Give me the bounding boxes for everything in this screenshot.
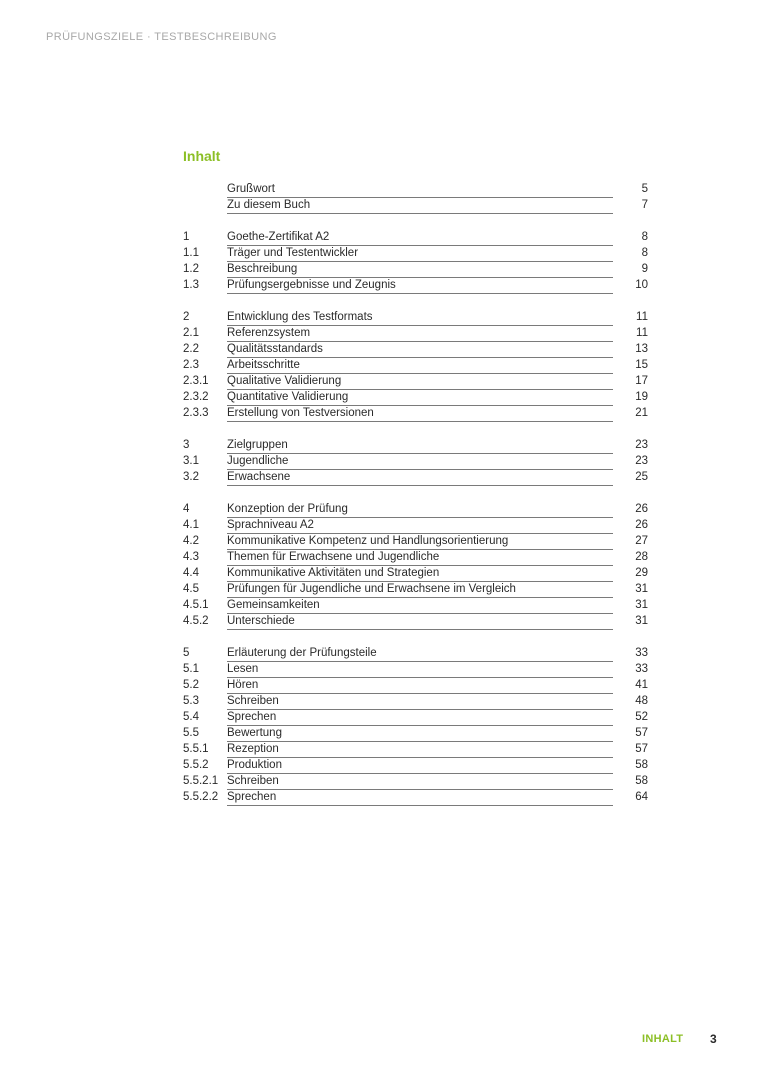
toc-entry-page: 8: [641, 247, 648, 259]
toc-entry-title: Beschreibung: [227, 262, 613, 278]
toc-entry-title: Arbeitsschritte: [227, 358, 613, 374]
toc-entry-title: Qualitätsstandards: [227, 342, 613, 358]
toc-entry[interactable]: [183, 774, 650, 790]
toc-entry[interactable]: [183, 358, 650, 374]
toc-entry-title: Träger und Testentwickler: [227, 246, 613, 262]
toc-entry[interactable]: [183, 614, 650, 630]
toc-entry-number: 2.3.2: [183, 391, 209, 403]
toc-entry-page: 57: [635, 727, 648, 739]
toc-entry-title: Unterschiede: [227, 614, 613, 630]
toc-entry-title: Produktion: [227, 758, 613, 774]
toc-entry-title: Sprachniveau A2: [227, 518, 613, 534]
toc-entry[interactable]: [183, 246, 650, 262]
toc-entry-number: 2.3: [183, 359, 199, 371]
toc-entry-title: Sprechen: [227, 790, 613, 806]
toc-entry-page: 31: [635, 615, 648, 627]
toc-entry[interactable]: [183, 550, 650, 566]
toc-entry-title: Sprechen: [227, 710, 613, 726]
toc-entry-number: 4.5.1: [183, 599, 209, 611]
toc-entry-number: 1: [183, 231, 190, 243]
toc-entry-title: Hören: [227, 678, 613, 694]
toc-entry[interactable]: [183, 278, 650, 294]
toc-entry-number: 2: [183, 311, 190, 323]
toc-entry-title: Jugendliche: [227, 454, 613, 470]
toc-entry-page: 33: [635, 663, 648, 675]
toc-entry[interactable]: [183, 342, 650, 358]
toc-entry-title: Prüfungen für Jugendliche und Erwachsene im Vergleich: [227, 582, 613, 598]
toc-entry[interactable]: [183, 726, 650, 742]
toc-entry-page: 25: [635, 471, 648, 483]
toc-entry-title: Bewertung: [227, 726, 613, 742]
footer-page-number: 3: [710, 1032, 717, 1046]
toc-entry-title: Entwicklung des Testformats: [227, 310, 613, 326]
toc-entry-title: Zielgruppen: [227, 438, 613, 454]
toc-entry-page: 64: [635, 791, 648, 803]
toc-entry-title: Erläuterung der Prüfungsteile: [227, 646, 613, 662]
toc-entry-page: 11: [636, 311, 648, 323]
toc-entry-number: 5.3: [183, 695, 199, 707]
toc-entry-page: 27: [635, 535, 648, 547]
toc-entry-number: 4.3: [183, 551, 199, 563]
toc-entry-number: 1.3: [183, 279, 199, 291]
toc-entry-number: 3: [183, 439, 190, 451]
toc-entry[interactable]: [183, 790, 650, 806]
toc-entry-page: 23: [635, 439, 648, 451]
toc-entry-page: 58: [635, 775, 648, 787]
toc-entry-page: 29: [635, 567, 648, 579]
toc-entry[interactable]: [183, 646, 650, 662]
toc-entry-page: 41: [635, 679, 648, 691]
toc-entry-number: 5: [183, 647, 190, 659]
toc-entry-title: Erwachsene: [227, 470, 613, 486]
toc-entry-title: Referenzsystem: [227, 326, 613, 342]
toc-entry-page: 31: [635, 583, 648, 595]
toc-entry-number: 2.3.1: [183, 375, 209, 387]
toc-entry[interactable]: [183, 406, 650, 422]
toc-entry-title: Gemeinsamkeiten: [227, 598, 613, 614]
toc-entry[interactable]: [183, 326, 650, 342]
toc-entry-page: 15: [635, 359, 648, 371]
toc-entry-title: Kommunikative Kompetenz und Handlungsorientierung: [227, 534, 613, 550]
toc-entry-number: 2.3.3: [183, 407, 209, 419]
toc-entry-number: 5.2: [183, 679, 199, 691]
toc-entry-number: 4.4: [183, 567, 199, 579]
toc-entry[interactable]: [183, 678, 650, 694]
toc-group: [183, 646, 650, 806]
toc-entry-title: Goethe-Zertifikat A2: [227, 230, 613, 246]
toc-entry[interactable]: [183, 262, 650, 278]
toc-entry-page: 13: [635, 343, 648, 355]
toc-group: [183, 182, 650, 214]
toc-entry[interactable]: [183, 742, 650, 758]
toc-entry-page: 33: [635, 647, 648, 659]
toc-entry[interactable]: [183, 694, 650, 710]
toc-heading: Inhalt: [183, 148, 221, 164]
toc-entry[interactable]: [183, 662, 650, 678]
toc-entry[interactable]: [183, 534, 650, 550]
toc-entry-page: 26: [635, 503, 648, 515]
toc-entry[interactable]: [183, 198, 650, 214]
toc-entry[interactable]: [183, 230, 650, 246]
toc-entry-title: Rezeption: [227, 742, 613, 758]
toc-entry-page: 17: [635, 375, 648, 387]
toc-entry-title: Schreiben: [227, 774, 613, 790]
toc-entry[interactable]: [183, 470, 650, 486]
toc-entry-page: 48: [635, 695, 648, 707]
toc-entry[interactable]: [183, 582, 650, 598]
toc-entry-number: 4: [183, 503, 190, 515]
toc-entry-page: 52: [635, 711, 648, 723]
toc-entry-number: 5.4: [183, 711, 199, 723]
footer-section-label: INHALT: [642, 1033, 684, 1045]
running-head: PRÜFUNGSZIELE · TESTBESCHREIBUNG: [46, 31, 277, 43]
toc-entry-number: 2.1: [183, 327, 199, 339]
toc-group: [183, 230, 650, 294]
toc-entry-number: 4.5: [183, 583, 199, 595]
toc-entry[interactable]: [183, 518, 650, 534]
toc-entry-page: 10: [635, 279, 648, 291]
toc-entry[interactable]: [183, 710, 650, 726]
toc-entry-title: Zu diesem Buch: [227, 198, 613, 214]
toc-entry[interactable]: [183, 454, 650, 470]
toc-entry[interactable]: [183, 182, 650, 198]
toc-entry-page: 8: [641, 231, 648, 243]
toc-entry-title: Schreiben: [227, 694, 613, 710]
toc-entry-page: 28: [635, 551, 648, 563]
toc-entry-title: Grußwort: [227, 182, 613, 198]
toc-entry[interactable]: [183, 566, 650, 582]
toc-entry[interactable]: [183, 598, 650, 614]
toc-entry-page: 31: [635, 599, 648, 611]
toc-entry-number: 5.5: [183, 727, 199, 739]
toc-entry-number: 1.2: [183, 263, 199, 275]
toc-entry-number: 3.2: [183, 471, 199, 483]
toc-entry-title: Erstellung von Testversionen: [227, 406, 613, 422]
toc-entry-page: 58: [635, 759, 648, 771]
toc-entry-number: 4.2: [183, 535, 199, 547]
toc-entry-page: 7: [641, 199, 648, 211]
toc-entry-title: Prüfungsergebnisse und Zeugnis: [227, 278, 613, 294]
toc-entry-number: 5.5.2.2: [183, 791, 219, 803]
toc-entry-title: Themen für Erwachsene und Jugendliche: [227, 550, 613, 566]
toc-entry-page: 5: [641, 183, 648, 195]
toc-entry-number: 4.1: [183, 519, 199, 531]
toc-entry-number: 5.1: [183, 663, 199, 675]
toc-entry-number: 5.5.2: [183, 759, 209, 771]
toc-entry[interactable]: [183, 438, 650, 454]
toc-entry-page: 26: [635, 519, 648, 531]
toc-entry-page: 19: [635, 391, 648, 403]
toc-entry-number: 3.1: [183, 455, 199, 467]
table-of-contents: [183, 182, 650, 822]
toc-entry[interactable]: [183, 758, 650, 774]
toc-entry[interactable]: [183, 502, 650, 518]
toc-entry-title: Qualitative Validierung: [227, 374, 613, 390]
toc-group: [183, 438, 650, 486]
toc-entry-title: Kommunikative Aktivitäten und Strategien: [227, 566, 613, 582]
toc-entry-page: 9: [641, 263, 648, 275]
toc-entry[interactable]: [183, 374, 650, 390]
toc-group: [183, 310, 650, 422]
toc-entry-title: Quantitative Validierung: [227, 390, 613, 406]
toc-entry-page: 57: [635, 743, 648, 755]
toc-entry-number: 2.2: [183, 343, 199, 355]
toc-entry-title: Lesen: [227, 662, 613, 678]
toc-entry-page: 11: [636, 327, 648, 339]
toc-entry-page: 23: [635, 455, 648, 467]
toc-group: [183, 502, 650, 630]
toc-entry-number: 1.1: [183, 247, 199, 259]
toc-entry-page: 21: [635, 407, 648, 419]
toc-entry-number: 5.5.2.1: [183, 775, 219, 787]
toc-entry[interactable]: [183, 310, 650, 326]
toc-entry-number: 5.5.1: [183, 743, 209, 755]
toc-entry-number: 4.5.2: [183, 615, 209, 627]
toc-entry[interactable]: [183, 390, 650, 406]
toc-entry-title: Konzeption der Prüfung: [227, 502, 613, 518]
